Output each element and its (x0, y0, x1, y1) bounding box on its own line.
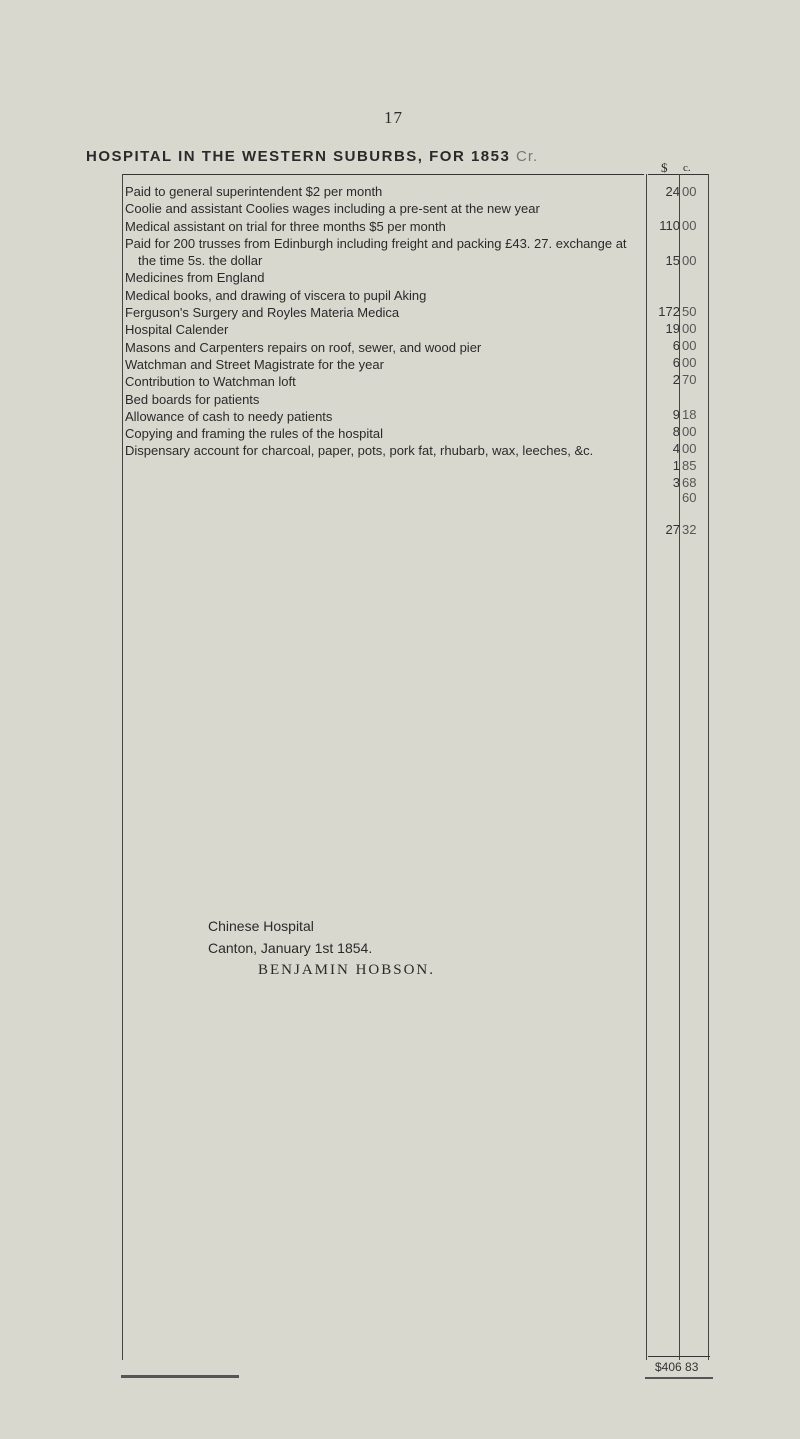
amount-cents: 60 (682, 490, 697, 505)
amount-row (650, 252, 710, 269)
cents-heading: c. (683, 162, 691, 174)
list-item (125, 287, 645, 304)
signature-date: Canton, January 1st 1854. (208, 940, 373, 956)
top-rule (122, 174, 644, 175)
item-text: Watchman and Street Magistrate for the year (125, 356, 384, 372)
amount-cents: 18 (682, 407, 697, 422)
list-item (125, 391, 645, 408)
amount-row (650, 406, 710, 423)
item-text: Masons and Carpenters repairs on roof, sewer, and wood pier (125, 339, 482, 355)
amount-row (650, 423, 710, 440)
list-item (125, 218, 645, 235)
amount-cents: 50 (682, 304, 697, 319)
item-text: Coolie and assistant Coolies wages including a pre-sent at the new year (125, 201, 540, 217)
amount-cents: 68 (682, 475, 697, 490)
amount-row (650, 457, 710, 474)
amount-row (650, 217, 710, 234)
amount-row (650, 371, 710, 388)
amount-cents: 00 (682, 355, 697, 370)
amount-dollars: 110 (659, 218, 680, 233)
item-text: Hospital Calender (125, 322, 229, 338)
amount-cents: 70 (682, 372, 697, 387)
total-amount: $406 83 (655, 1360, 699, 1374)
total-rule (648, 1356, 710, 1357)
list-item (125, 269, 645, 286)
text-amount-divider (646, 174, 647, 1360)
item-text: Medical books, and drawing of viscera to pupil Aking (125, 287, 427, 303)
item-text: Copying and framing the rules of the hospital (125, 426, 383, 442)
bottom-rule-right (645, 1377, 713, 1379)
amount-dollars: 1 (672, 458, 680, 473)
amount-cents: 00 (682, 338, 697, 353)
item-text: Contribution to Watchman loft (125, 374, 296, 390)
dollars-heading: $ (661, 160, 668, 175)
amount-dollars: 6 (672, 338, 680, 353)
list-item (125, 339, 645, 356)
amount-row (650, 354, 710, 371)
amount-cents: 85 (682, 458, 697, 473)
amount-row (650, 521, 710, 538)
signature-block (208, 915, 435, 981)
amount-cents: 00 (682, 321, 697, 336)
bottom-rule-left (121, 1375, 239, 1378)
amount-row (650, 183, 710, 200)
amount-cents: 00 (682, 424, 697, 439)
list-item (125, 356, 645, 373)
amount-row (650, 440, 710, 457)
header-title: HOSPITAL IN THE WESTERN SUBURBS, FOR 1853 (86, 148, 511, 165)
item-text: Allowance of cash to needy patients (125, 408, 333, 424)
amount-row (650, 303, 710, 320)
amount-dollars: 27 (665, 522, 680, 537)
amount-dollars: 24 (665, 184, 680, 199)
amount-dollars: 15 (665, 253, 680, 268)
item-text: Paid to general superintendent $2 per month (125, 184, 383, 199)
left-border (122, 174, 123, 1360)
header-side: Cr. (516, 148, 539, 165)
amount-row (650, 489, 710, 506)
item-text: Dispensary account for charcoal, paper, pots, pork fat, rhubarb, wax, leeches, &c. (125, 443, 594, 459)
list-item (125, 304, 645, 321)
list-item (125, 373, 645, 390)
signature-place: Chinese Hospital (208, 918, 314, 934)
expense-list (125, 183, 645, 460)
amount-row (650, 320, 710, 337)
list-item (125, 183, 645, 200)
amount-dollars: 6 (672, 355, 680, 370)
top-rule-amounts (648, 174, 708, 175)
amount-row (650, 337, 710, 354)
signature-name: BENJAMIN HOBSON. (258, 962, 436, 978)
list-item (125, 321, 645, 338)
item-text: Ferguson's Surgery and Royles Materia Medica (125, 305, 400, 321)
list-item (125, 200, 645, 217)
amount-cents: 00 (682, 441, 697, 456)
page-number: 17 (384, 108, 403, 127)
amount-cents: 32 (682, 522, 697, 537)
list-item (125, 425, 645, 442)
amount-dollars: 9 (672, 407, 680, 422)
amount-dollars: 172 (658, 304, 680, 319)
amount-dollars: 2 (672, 372, 680, 387)
amount-cents: 00 (682, 218, 697, 233)
item-text: Paid for 200 trusses from Edinburgh including freight and packing £43. 27. exchange at the time 5s. the dollar (125, 235, 627, 269)
amount-dollars: 3 (672, 475, 680, 490)
item-text: Bed boards for patients (125, 391, 260, 407)
amount-cents: 00 (682, 253, 697, 268)
amount-dollars: 8 (672, 424, 680, 439)
list-item (125, 408, 645, 425)
amount-dollars: 4 (672, 441, 680, 456)
amount-cents: 00 (682, 184, 697, 199)
list-item (125, 442, 645, 459)
list-item (125, 235, 645, 270)
page-header (86, 148, 538, 165)
item-text: Medicines from England (125, 270, 265, 286)
item-text: Medical assistant on trial for three months $5 per month (125, 218, 446, 234)
amount-dollars: 19 (665, 321, 680, 336)
